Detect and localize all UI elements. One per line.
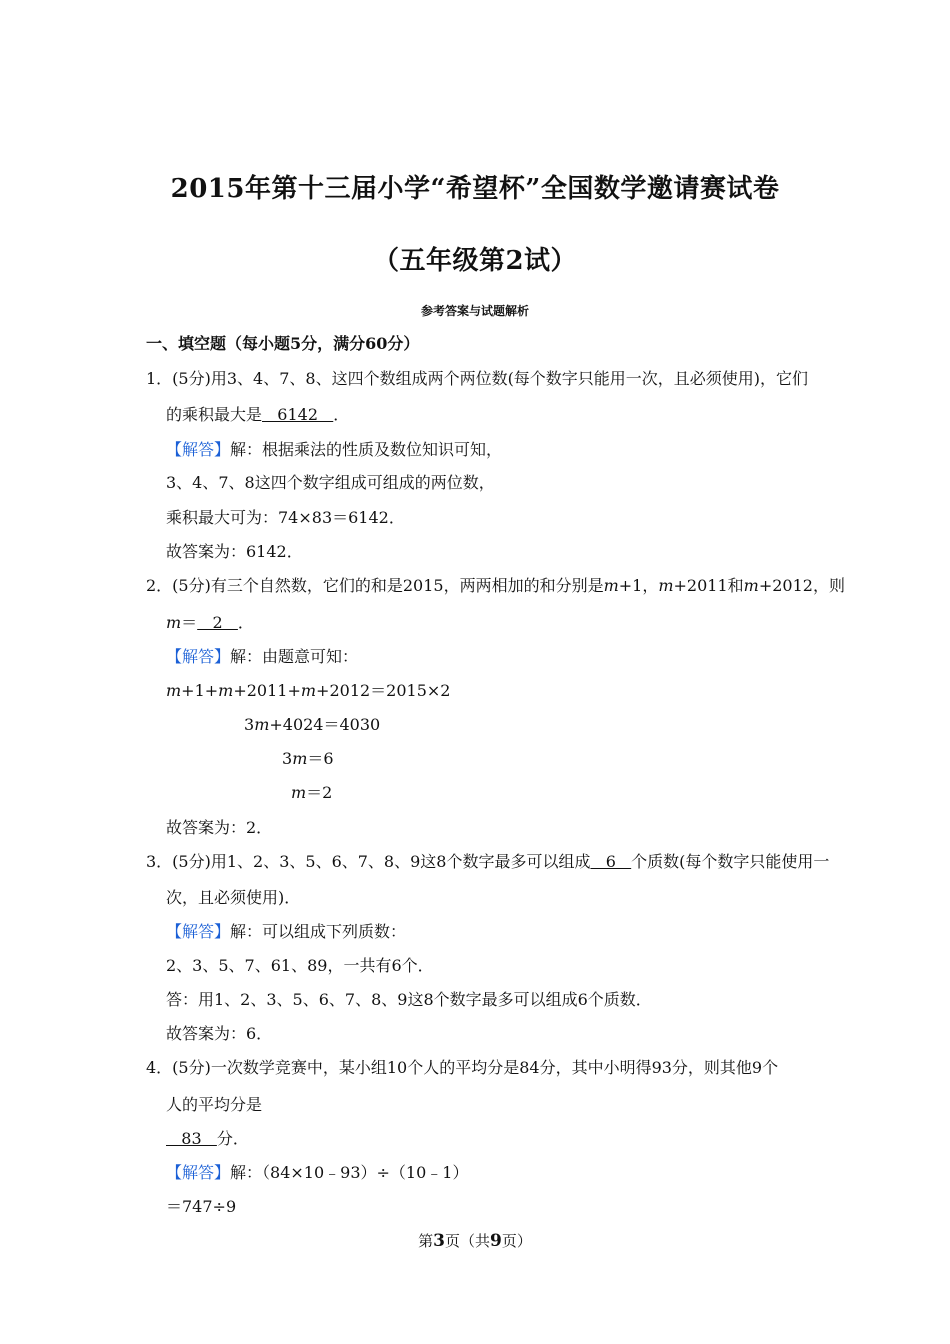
question-3-answer-blank: 6 [590,852,632,871]
question-1-line-1: 1．(5分)用3、4、7、8、这四个数组成两个两位数(每个数字只能用一次，且必须使用)，它们 [146,369,809,388]
question-1-answer-blank: 6142 [262,405,334,424]
variable-m: m [603,576,619,595]
question-2-eq: ＝ [181,613,198,632]
question-2-solution [166,644,358,667]
question-3-line-1 [146,849,829,872]
section-heading: 一、填空题（每小题5分，满分60分） [146,334,420,353]
equation-part: +1+ [181,681,219,700]
variable-m: m [658,576,674,595]
question-2-answer-blank: 2 [197,613,238,632]
document-grade: （五年级第2试） [372,246,578,276]
question-1-solution [166,437,502,460]
document-title: 2015年第十三届小学“希望杯”全国数学邀请赛试卷 [170,174,780,204]
question-3-step-1: 2、3、5、7、61、89，一共有6个． [166,956,434,975]
answer-tag: 【解答】 [166,922,231,941]
question-4-end: 分． [216,1129,249,1148]
question-4-solution [166,1160,468,1183]
page-footer [0,1230,950,1251]
variable-m: m [166,613,182,632]
variable-m: m [254,715,270,734]
question-3-text-b: 个质数(每个数字只能使用一 [631,852,830,871]
question-4-line-3 [166,1126,249,1149]
question-2-line-1 [146,573,845,596]
variable-m: m [291,783,307,802]
answer-tag: 【解答】 [166,440,231,459]
question-4-step-1: ＝747÷9 [166,1197,237,1216]
question-3-text: 3．(5分)用1、2、3、5、6、7、8、9这8个数字最多可以组成 [146,852,591,871]
equation-part: +2012＝2015×2 [316,681,451,700]
answer-tag: 【解答】 [166,647,231,666]
footer-text: 页） [501,1232,532,1250]
question-1-text: 的乘积最大是 [166,405,263,424]
equation-part: ＝2 [306,783,333,802]
question-1-step-1: 3、4、7、8这四个数字组成可组成的两位数， [166,473,495,492]
question-2-equation-3 [282,746,334,769]
question-2-text-c: +2011和 [673,576,744,595]
question-3-solution [166,919,406,942]
variable-m: m [743,576,759,595]
equation-part: 3 [282,749,293,768]
question-2-equation-1 [166,678,450,701]
question-2-equation-4 [291,780,332,803]
footer-text: 第 [418,1232,434,1250]
equation-part: +2011+ [233,681,301,700]
question-3-conclusion: 故答案为：6． [166,1024,273,1043]
question-2-line-2 [166,610,254,633]
question-3-line-2: 次，且必须使用)． [166,888,301,907]
question-1-solution-text: 解：根据乘法的性质及数位知识可知， [230,440,503,459]
variable-m: m [300,681,317,700]
question-1-end: ． [333,405,350,424]
equation-part: +4024＝4030 [269,715,381,734]
question-4-line-2: 人的平均分是 [166,1095,263,1114]
question-2-text: 2．(5分)有三个自然数，它们的和是2015，两两相加的和分别是 [146,576,604,595]
question-3-solution-text: 解：可以组成下列质数： [230,922,407,941]
variable-m: m [166,681,182,700]
equation-part: ＝6 [307,749,334,768]
document-subtitle: 参考答案与试题解析 [420,304,529,318]
question-2-equation-2 [244,712,380,735]
question-1-conclusion: 故答案为：6142． [166,542,303,561]
question-2-end: ． [237,613,254,632]
question-3-step-2: 答：用1、2、3、5、6、7、8、9这8个数字最多可以组成6个质数． [166,990,652,1009]
question-2-conclusion: 故答案为：2． [166,818,273,837]
question-2-text-d: +2012，则 [758,576,845,595]
question-4-line-1: 4．(5分)一次数学竞赛中，某小组10个人的平均分是84分，其中小明得93分，则其他9个 [146,1058,779,1077]
footer-text: 页（共 [444,1232,490,1250]
page-number: 3 [433,1231,445,1251]
variable-m: m [292,749,308,768]
equation-part: 3 [244,715,255,734]
variable-m: m [218,681,234,700]
question-2-solution-text: 解：由题意可知： [230,647,359,666]
question-4-solution-text: 解：（84×10﹣93）÷（10﹣1） [230,1163,469,1182]
page-total: 9 [490,1231,502,1251]
answer-tag: 【解答】 [166,1163,231,1182]
question-2-text-b: +1， [618,576,659,595]
question-1-step-2: 乘积最大可为：74×83＝6142． [166,508,405,527]
question-1-line-2 [166,402,349,425]
question-4-answer-blank: 83 [166,1129,217,1148]
